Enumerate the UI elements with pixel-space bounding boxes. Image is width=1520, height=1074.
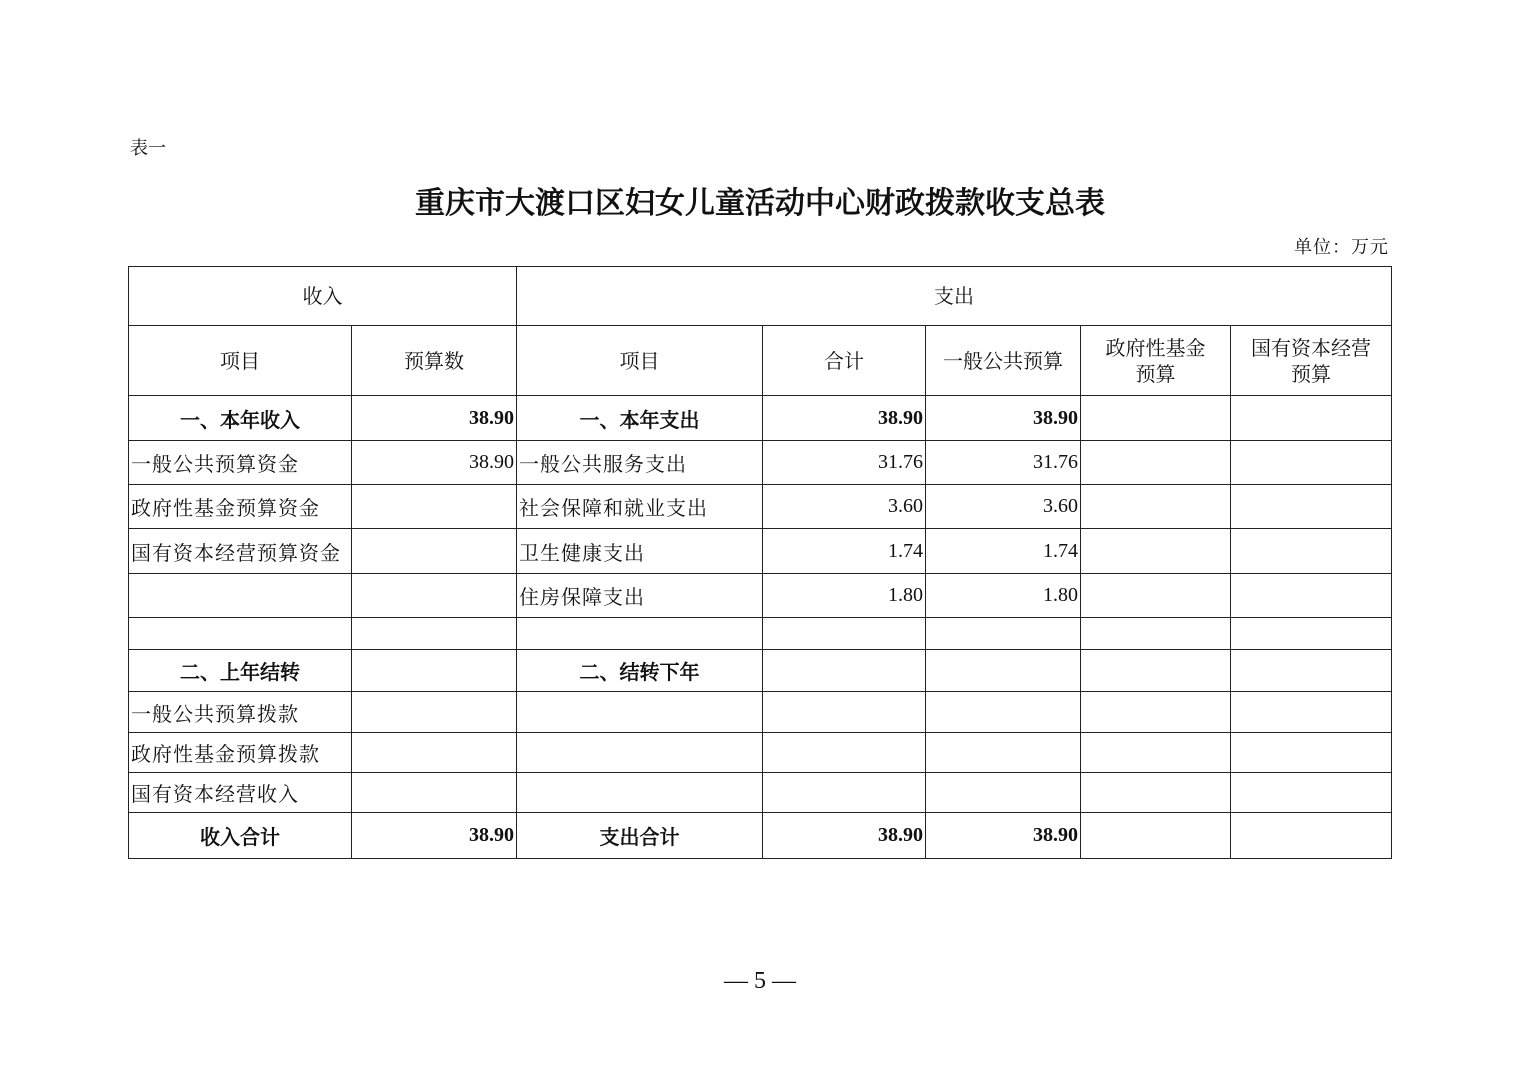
general-public-cell: 31.76 — [926, 441, 1081, 485]
income-item-cell: 二、上年结转 — [129, 650, 352, 692]
income-item-cell: 国有资本经营预算资金 — [129, 529, 352, 574]
state-capital-cell — [1231, 529, 1392, 574]
income-item-cell: 收入合计 — [129, 813, 352, 859]
table-row — [129, 485, 1392, 529]
income-amount-cell — [352, 529, 517, 574]
state-capital-cell — [1231, 485, 1392, 529]
expense-item-cell: 一、本年支出 — [517, 396, 763, 441]
income-item-header: 项目 — [129, 326, 352, 396]
income-amount-cell — [352, 618, 517, 650]
income-amount-cell: 38.90 — [352, 396, 517, 441]
state-capital-line2: 预算 — [1291, 361, 1331, 386]
income-item-cell: 政府性基金预算资金 — [129, 485, 352, 529]
income-amount-cell — [352, 773, 517, 813]
table-row — [129, 813, 1392, 859]
gov-fund-cell — [1081, 692, 1231, 733]
income-amount-cell — [352, 574, 517, 618]
budget-amount-header: 预算数 — [352, 326, 517, 396]
document-title: 重庆市大渡口区妇女儿童活动中心财政拨款收支总表 — [415, 186, 1105, 221]
general-public-cell — [926, 618, 1081, 650]
general-public-cell — [926, 692, 1081, 733]
expense-total-cell: 38.90 — [763, 813, 926, 859]
state-capital-cell — [1231, 396, 1392, 441]
expense-total-cell — [763, 773, 926, 813]
state-capital-budget-header — [1231, 326, 1392, 396]
gov-fund-budget-header — [1081, 326, 1231, 396]
expense-item-cell — [517, 773, 763, 813]
gov-fund-line2: 预算 — [1135, 361, 1176, 386]
income-item-cell: 政府性基金预算拨款 — [129, 733, 352, 773]
expense-item-cell: 一般公共服务支出 — [517, 441, 763, 485]
general-public-cell: 1.80 — [926, 574, 1081, 618]
table-row — [129, 733, 1392, 773]
state-capital-cell — [1231, 813, 1392, 859]
gov-fund-cell — [1081, 733, 1231, 773]
income-amount-cell — [352, 733, 517, 773]
gov-fund-line1: 政府性基金 — [1105, 335, 1206, 360]
expense-total-cell — [763, 692, 926, 733]
general-public-cell — [926, 650, 1081, 692]
expense-total-cell: 1.80 — [763, 574, 926, 618]
table-row — [129, 773, 1392, 813]
state-capital-cell — [1231, 692, 1392, 733]
table-header-row-2 — [129, 326, 1392, 396]
income-amount-cell — [352, 650, 517, 692]
expense-item-cell: 住房保障支出 — [517, 574, 763, 618]
table-row — [129, 650, 1392, 692]
general-public-cell: 38.90 — [926, 813, 1081, 859]
income-item-cell: 一、本年收入 — [129, 396, 352, 441]
state-capital-cell — [1231, 441, 1392, 485]
expense-item-cell — [517, 733, 763, 773]
budget-summary-table — [128, 266, 1392, 859]
expense-header: 支出 — [517, 267, 1392, 326]
general-public-cell: 3.60 — [926, 485, 1081, 529]
expense-total-cell — [763, 618, 926, 650]
income-header: 收入 — [129, 267, 517, 326]
table-row — [129, 529, 1392, 574]
unit-label: 单位：万元 — [1294, 237, 1389, 258]
expense-total-cell: 1.74 — [763, 529, 926, 574]
expense-item-cell: 二、结转下年 — [517, 650, 763, 692]
expense-total-cell — [763, 733, 926, 773]
income-amount-cell — [352, 692, 517, 733]
table-header-row-1 — [129, 267, 1392, 326]
table-body — [129, 396, 1392, 859]
state-capital-cell — [1231, 733, 1392, 773]
income-item-cell — [129, 618, 352, 650]
income-amount-cell — [352, 485, 517, 529]
general-public-cell: 38.90 — [926, 396, 1081, 441]
expense-total-cell: 31.76 — [763, 441, 926, 485]
table-row — [129, 574, 1392, 618]
general-public-cell — [926, 773, 1081, 813]
expense-total-cell: 3.60 — [763, 485, 926, 529]
state-capital-cell — [1231, 773, 1392, 813]
total-header: 合计 — [763, 326, 926, 396]
table-row — [129, 441, 1392, 485]
expense-item-cell — [517, 692, 763, 733]
income-item-cell: 一般公共预算拨款 — [129, 692, 352, 733]
gov-fund-cell — [1081, 773, 1231, 813]
general-public-cell: 1.74 — [926, 529, 1081, 574]
expense-total-cell: 38.90 — [763, 396, 926, 441]
income-item-cell — [129, 574, 352, 618]
expense-item-header: 项目 — [517, 326, 763, 396]
state-capital-cell — [1231, 618, 1392, 650]
page-number: — 5 — — [724, 968, 796, 994]
gov-fund-cell — [1081, 485, 1231, 529]
gov-fund-cell — [1081, 574, 1231, 618]
state-capital-cell — [1231, 574, 1392, 618]
table-row — [129, 396, 1392, 441]
state-capital-cell — [1231, 650, 1392, 692]
gov-fund-cell — [1081, 650, 1231, 692]
income-item-cell: 一般公共预算资金 — [129, 441, 352, 485]
table-label: 表一 — [130, 138, 166, 159]
expense-item-cell: 社会保障和就业支出 — [517, 485, 763, 529]
income-amount-cell: 38.90 — [352, 813, 517, 859]
table-row — [129, 692, 1392, 733]
income-item-cell: 国有资本经营收入 — [129, 773, 352, 813]
gov-fund-cell — [1081, 618, 1231, 650]
general-public-cell — [926, 733, 1081, 773]
income-amount-cell: 38.90 — [352, 441, 517, 485]
state-capital-line1: 国有资本经营 — [1251, 335, 1371, 360]
expense-item-cell — [517, 618, 763, 650]
general-public-budget-header: 一般公共预算 — [926, 326, 1081, 396]
gov-fund-cell — [1081, 529, 1231, 574]
expense-item-cell: 卫生健康支出 — [517, 529, 763, 574]
expense-item-cell: 支出合计 — [517, 813, 763, 859]
gov-fund-cell — [1081, 396, 1231, 441]
table-row — [129, 618, 1392, 650]
gov-fund-cell — [1081, 441, 1231, 485]
expense-total-cell — [763, 650, 926, 692]
gov-fund-cell — [1081, 813, 1231, 859]
